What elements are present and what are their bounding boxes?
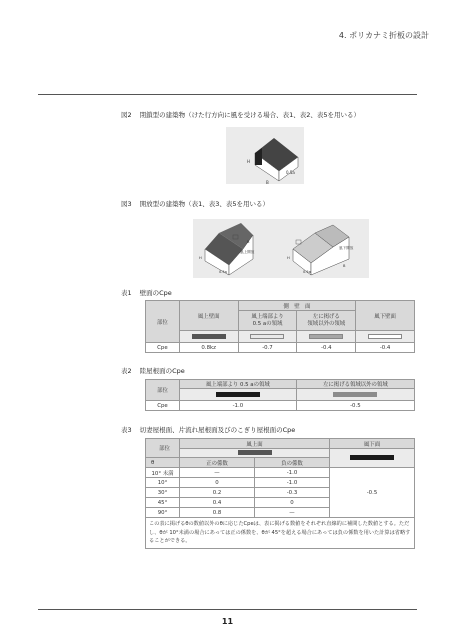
table3-neg-1: -1.0 bbox=[255, 478, 330, 488]
table1-swatch-4 bbox=[368, 334, 402, 339]
table3-leeward-swatch-cell bbox=[330, 449, 415, 468]
table1-swatch-cell-4 bbox=[356, 331, 415, 343]
table3-pos-3: 0.4 bbox=[180, 498, 255, 508]
table1-caption-text: 壁面のCpe bbox=[139, 289, 172, 297]
table1-col3: 左に掲げる 領域以外の領域 bbox=[297, 311, 356, 331]
table3-caption-text: 切妻屋根面、片流れ屋根面及びのこぎり屋根面のCpe bbox=[139, 426, 296, 434]
table3-header-theta: θ bbox=[146, 458, 180, 468]
table2-col2: 左に掲げる領域以外の領域 bbox=[296, 380, 414, 389]
table3-pos-4: 0.8 bbox=[180, 508, 255, 518]
table2-number: 表2 bbox=[121, 367, 132, 375]
fig2-caption bbox=[121, 110, 360, 119]
table1-value-3: -0.4 bbox=[297, 343, 356, 353]
table2-value-2: -0.5 bbox=[296, 401, 414, 411]
fig2-a-label: 0.5a bbox=[286, 170, 295, 175]
table2-caption bbox=[121, 366, 185, 375]
table2-value-1: -1.0 bbox=[180, 401, 297, 411]
table1-swatch-cell-1 bbox=[179, 331, 238, 343]
table3-leeward-swatch bbox=[350, 455, 394, 460]
bottom-rule bbox=[38, 609, 417, 610]
table3-header-windward: 風上面 bbox=[180, 439, 330, 449]
table2-swatch-cell-2 bbox=[296, 389, 414, 401]
table3-neg-0: -1.0 bbox=[255, 468, 330, 478]
table2 bbox=[145, 379, 415, 411]
table3-pos-1: 0 bbox=[180, 478, 255, 488]
table1-swatch-2 bbox=[250, 334, 284, 339]
fig3-right-label: 風下開放 bbox=[339, 246, 354, 250]
table1-swatch-cell-3 bbox=[297, 331, 356, 343]
fig3-left-a: 0.5a bbox=[219, 270, 227, 274]
table2-caption-text: 陸屋根面のCpe bbox=[139, 367, 185, 375]
chapter-header: 4. ポリカナミ折板の設計 bbox=[338, 31, 429, 40]
table1-swatch-3 bbox=[309, 334, 343, 339]
table2-header-part: 部位 bbox=[146, 380, 180, 401]
table3-theta-1: 10° bbox=[146, 478, 180, 488]
table3-theta-3: 45° bbox=[146, 498, 180, 508]
table2-swatch-2 bbox=[333, 392, 377, 397]
table3-pos-0: — bbox=[180, 468, 255, 478]
fig3-number: 図3 bbox=[121, 200, 132, 208]
fig3-caption bbox=[121, 199, 269, 208]
table2-swatch-cell-1 bbox=[180, 389, 297, 401]
fig3-right-h: H bbox=[287, 256, 290, 260]
fig3-right-a: 0.5a bbox=[303, 270, 311, 274]
fig2-b-label: B bbox=[266, 180, 269, 184]
table2-row-label: Cpe bbox=[146, 401, 180, 411]
table3-windward-swatch-cell bbox=[180, 449, 330, 458]
fig3-right-b: B bbox=[343, 264, 346, 268]
table3-row bbox=[146, 468, 415, 478]
fig3-left-h: H bbox=[199, 256, 202, 260]
table3-neg-2: -0.3 bbox=[255, 488, 330, 498]
table1-value-4: -0.4 bbox=[356, 343, 415, 353]
table1-header-part: 部位 bbox=[146, 301, 180, 343]
table3-number: 表3 bbox=[121, 426, 132, 434]
table3-theta-4: 90° bbox=[146, 508, 180, 518]
fig3-left-b: B bbox=[247, 240, 250, 244]
table1-col2: 風上端部より 0.5 aの領域 bbox=[238, 311, 297, 331]
table1-value-1: 0.8kz bbox=[179, 343, 238, 353]
table3-neg-4: — bbox=[255, 508, 330, 518]
table3 bbox=[145, 438, 415, 549]
table1-row-label: Cpe bbox=[146, 343, 180, 353]
table3-note: この表に掲げるθの数値以外のθに応じたCpeは、表に掲げる数値をそれぞれ直線的に補間した数値とする。ただし、θが 10°未満の場合にあっては正の係数を、θが 45°を超える場合にあっては負の係数を用いた計算は省略することができる。 bbox=[146, 518, 415, 549]
fig3-left-label: 風上開放 bbox=[240, 250, 255, 254]
table3-header-leeward: 風下面 bbox=[330, 439, 415, 449]
fig2-box bbox=[226, 127, 304, 184]
table3-theta-2: 30° bbox=[146, 488, 180, 498]
page-number: 11 bbox=[221, 617, 234, 626]
table3-neg-3: 0 bbox=[255, 498, 330, 508]
fig3-caption-text: 開放型の建築物（表1、表3、表5を用いる） bbox=[139, 200, 270, 208]
top-rule bbox=[38, 94, 417, 95]
table3-pos-2: 0.2 bbox=[180, 488, 255, 498]
fig3-box bbox=[193, 219, 369, 278]
table3-windward-swatch bbox=[238, 450, 272, 455]
table3-col-neg: 負の係数 bbox=[255, 458, 330, 468]
table3-caption bbox=[121, 425, 295, 434]
table3-theta-0: 10° 未満 bbox=[146, 468, 180, 478]
table1-col4: 風下壁面 bbox=[356, 301, 415, 331]
table1 bbox=[145, 300, 415, 353]
table3-leeward-value: -0.5 bbox=[330, 468, 415, 518]
table1-number: 表1 bbox=[121, 289, 132, 297]
fig3-building-diagram bbox=[193, 219, 369, 278]
table3-col-pos: 正の係数 bbox=[180, 458, 255, 468]
fig2-building-diagram bbox=[226, 127, 304, 184]
table1-caption bbox=[121, 288, 172, 297]
table1-header-side: 側 壁 面 bbox=[238, 301, 356, 311]
fig2-caption-text: 閉鎖型の建築物（けた行方向に風を受ける場合、表1、表2、表5を用いる） bbox=[139, 111, 361, 119]
table1-swatch-cell-2 bbox=[238, 331, 297, 343]
table2-col1: 風上端部より 0.5 aの領域 bbox=[180, 380, 297, 389]
table3-header-part: 部位 bbox=[146, 439, 180, 458]
table1-swatch-1 bbox=[192, 334, 226, 339]
table1-col1: 風上壁面 bbox=[179, 301, 238, 331]
fig2-h-label: H bbox=[247, 159, 251, 164]
fig2-number: 図2 bbox=[121, 111, 132, 119]
table2-swatch-1 bbox=[216, 392, 260, 397]
table1-value-2: -0.7 bbox=[238, 343, 297, 353]
